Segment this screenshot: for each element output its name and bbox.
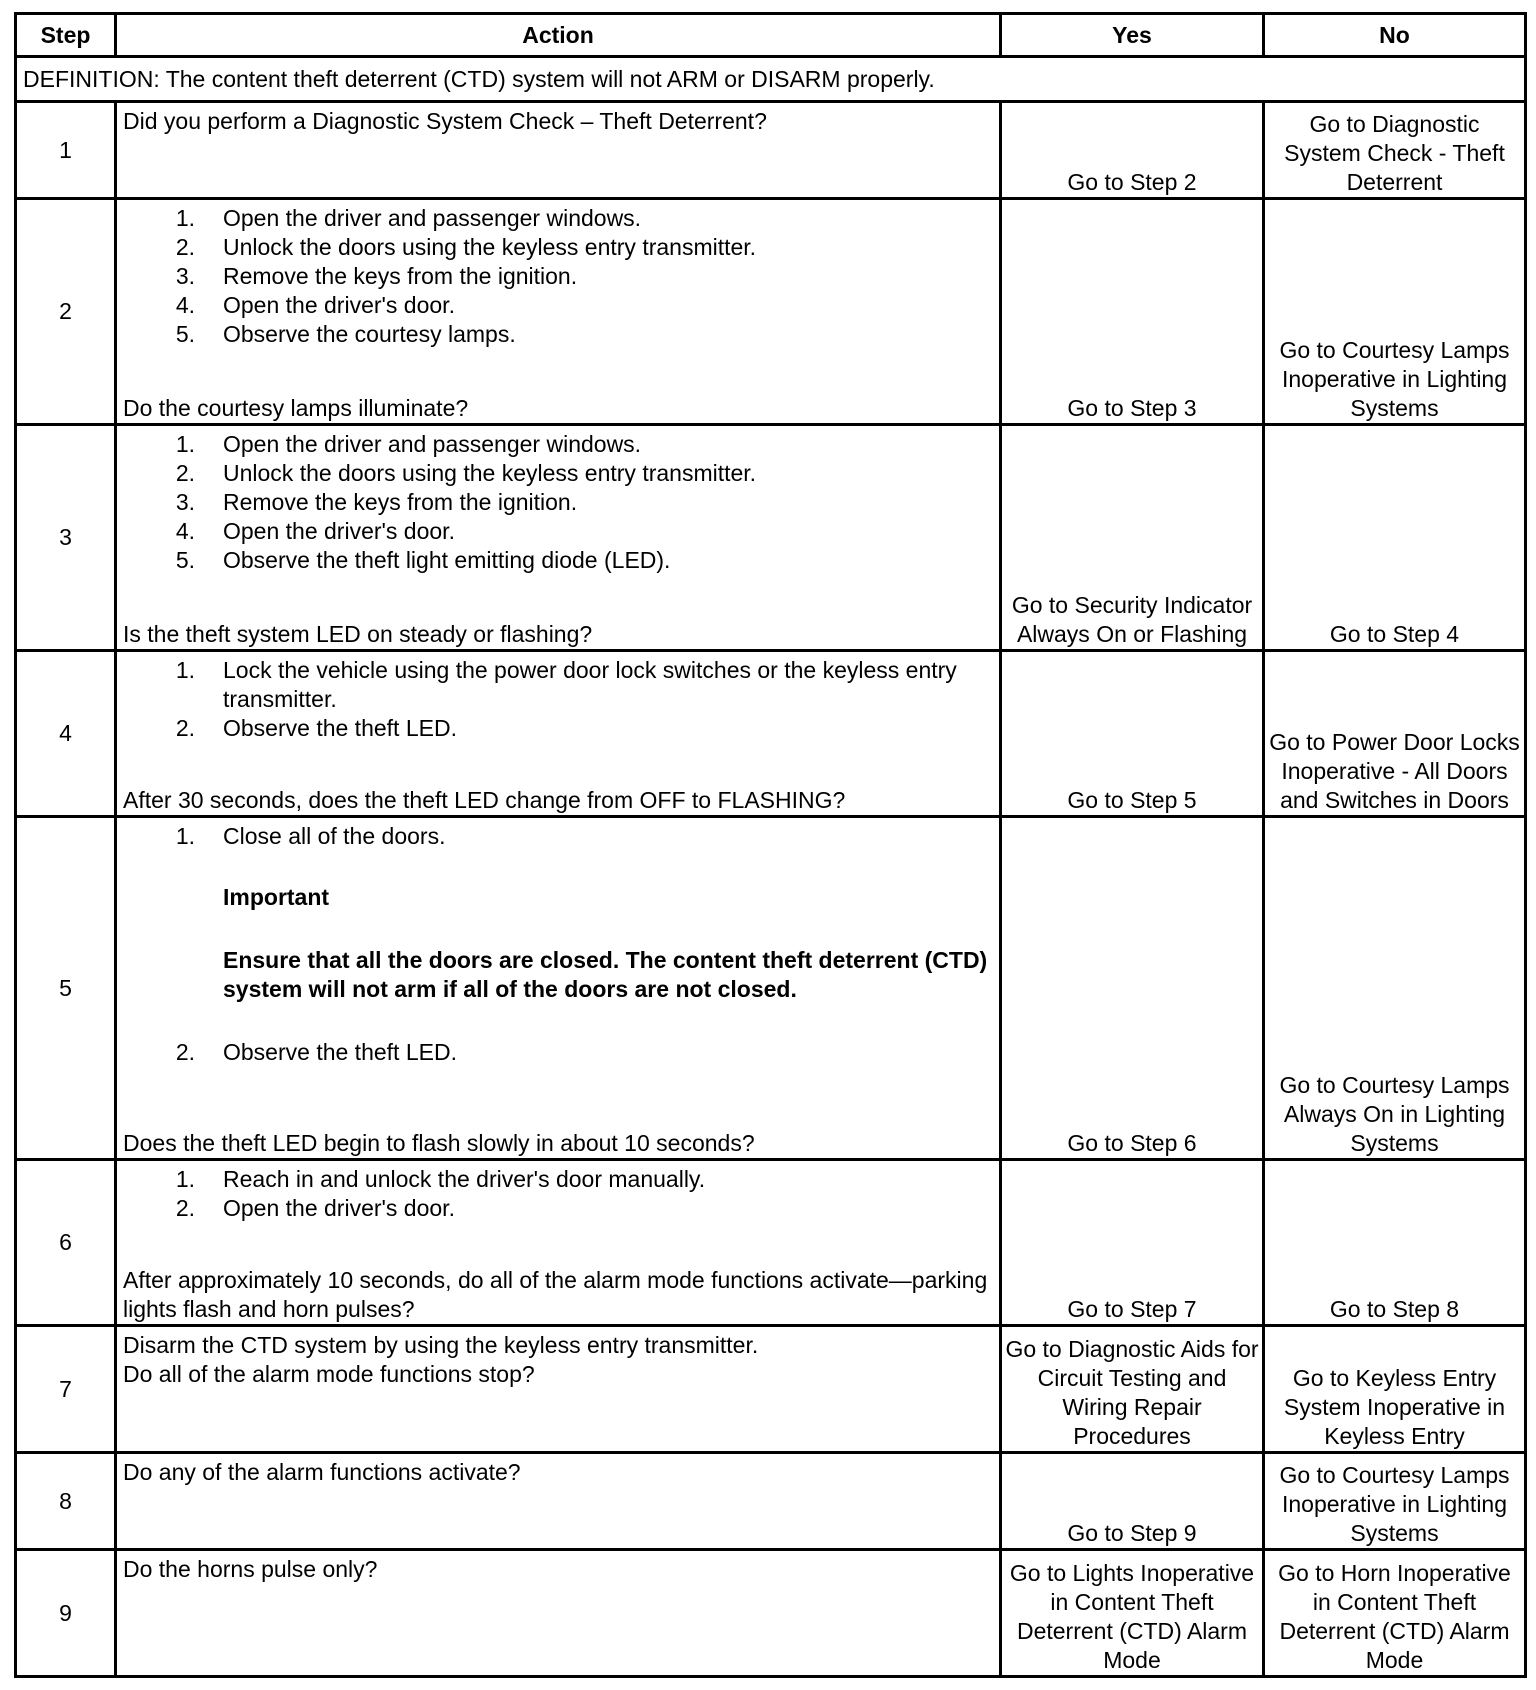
diagnostic-table-container <box>14 12 1527 1678</box>
action-question: After approximately 10 seconds, do all of the alarm mode functions activate—parking lights flash and horn pulses? <box>123 1267 988 1322</box>
yes-result: Go to Step 5 <box>1001 651 1264 817</box>
step-number: 4 <box>16 651 116 817</box>
header-no: No <box>1264 14 1526 57</box>
table-row <box>16 102 1526 199</box>
step-number: 7 <box>16 1326 116 1453</box>
yes-result: Go to Step 9 <box>1001 1453 1264 1550</box>
action-cell <box>116 651 1001 817</box>
important-note: Ensure that all the doors are closed. The content theft deterrent (CTD) system will not arm if all of the doors are not closed. <box>223 947 988 1002</box>
list-item: 3. Remove the keys from the ignition. <box>175 489 578 515</box>
step-number: 8 <box>16 1453 116 1550</box>
action-cell <box>116 425 1001 651</box>
step-number: 3 <box>16 425 116 651</box>
no-result: Go to Diagnostic System Check - Theft Deterrent <box>1264 102 1526 199</box>
action-question: Did you perform a Diagnostic System Check – Theft Deterrent? <box>116 102 1001 199</box>
action-question: Do the courtesy lamps illuminate? <box>123 395 469 421</box>
procedure-list <box>123 656 993 743</box>
list-item: 1. Reach in and unlock the driver's door manually. <box>175 1166 706 1192</box>
yes-result: Go to Diagnostic Aids for Circuit Testing and Wiring Repair Procedures <box>1001 1326 1264 1453</box>
no-result: Go to Courtesy Lamps Always On in Lighting Systems <box>1264 817 1526 1160</box>
header-step: Step <box>16 14 116 57</box>
no-result: Go to Step 8 <box>1264 1160 1526 1326</box>
table-row <box>16 817 1526 1160</box>
no-result: Go to Courtesy Lamps Inoperative in Lighting Systems <box>1264 1453 1526 1550</box>
list-item: 2. Open the driver's door. <box>175 1195 455 1221</box>
procedure-list <box>123 204 993 349</box>
table-row <box>16 651 1526 817</box>
step-number: 1 <box>16 102 116 199</box>
procedure-list <box>123 430 993 575</box>
yes-result: Go to Step 6 <box>1001 817 1264 1160</box>
list-item: 2. Unlock the doors using the keyless entry transmitter. <box>175 460 757 486</box>
header-row <box>16 14 1526 57</box>
yes-result: Go to Step 3 <box>1001 199 1264 425</box>
list-item: 5. Observe the theft light emitting diode (LED). <box>175 547 671 573</box>
action-question: Do all of the alarm mode functions stop? <box>123 1361 535 1387</box>
step-number: 6 <box>16 1160 116 1326</box>
list-item: 2. Observe the theft LED. <box>175 715 457 741</box>
no-result: Go to Power Door Locks Inoperative - All Doors and Switches in Doors <box>1264 651 1526 817</box>
action-cell <box>116 199 1001 425</box>
list-item: 1. Open the driver and passenger windows. <box>175 205 642 231</box>
action-instruction: Disarm the CTD system by using the keyless entry transmitter. <box>123 1332 759 1358</box>
no-result: Go to Step 4 <box>1264 425 1526 651</box>
list-item: 1. Open the driver and passenger windows. <box>175 431 642 457</box>
yes-result: Go to Security Indicator Always On or Flashing <box>1001 425 1264 651</box>
step-number: 9 <box>16 1550 116 1677</box>
no-result: Go to Horn Inoperative in Content Theft Deterrent (CTD) Alarm Mode <box>1264 1550 1526 1677</box>
table-row <box>16 1453 1526 1550</box>
table-row <box>16 1160 1526 1326</box>
list-item: 4. Open the driver's door. <box>175 518 455 544</box>
definition-row <box>16 57 1526 102</box>
action-question: Do any of the alarm functions activate? <box>116 1453 1001 1550</box>
important-heading: Important <box>223 884 330 910</box>
definition-text: DEFINITION: The content theft deterrent (CTD) system will not ARM or DISARM properly. <box>16 57 1526 102</box>
list-item: 1. Lock the vehicle using the power door lock switches or the keyless entry transmitter. <box>175 657 957 712</box>
no-result: Go to Courtesy Lamps Inoperative in Lighting Systems <box>1264 199 1526 425</box>
table-row <box>16 1326 1526 1453</box>
yes-result: Go to Lights Inoperative in Content Theft Deterrent (CTD) Alarm Mode <box>1001 1550 1264 1677</box>
yes-result: Go to Step 7 <box>1001 1160 1264 1326</box>
no-result: Go to Keyless Entry System Inoperative in Keyless Entry <box>1264 1326 1526 1453</box>
procedure-list <box>123 1165 993 1223</box>
action-cell <box>116 1326 1001 1453</box>
step-number: 2 <box>16 199 116 425</box>
action-question: Is the theft system LED on steady or flashing? <box>123 621 593 647</box>
diagnostic-table <box>14 12 1527 1678</box>
list-item: 5. Observe the courtesy lamps. <box>175 321 516 347</box>
list-item: 1. Close all of the doors. <box>175 823 446 849</box>
table-row <box>16 425 1526 651</box>
procedure-list <box>123 822 993 851</box>
step-number: 5 <box>16 817 116 1160</box>
list-item: 3. Remove the keys from the ignition. <box>175 263 578 289</box>
header-action: Action <box>116 14 1001 57</box>
action-question: Do the horns pulse only? <box>116 1550 1001 1677</box>
yes-result: Go to Step 2 <box>1001 102 1264 199</box>
action-question: Does the theft LED begin to flash slowly in about 10 seconds? <box>123 1130 755 1156</box>
list-item: 2. Observe the theft LED. <box>175 1039 457 1065</box>
action-cell <box>116 1160 1001 1326</box>
header-yes: Yes <box>1001 14 1264 57</box>
procedure-list <box>123 1038 993 1067</box>
action-cell <box>116 817 1001 1160</box>
table-row <box>16 199 1526 425</box>
action-question: After 30 seconds, does the theft LED change from OFF to FLASHING? <box>123 787 846 813</box>
table-row <box>16 1550 1526 1677</box>
list-item: 4. Open the driver's door. <box>175 292 455 318</box>
list-item: 2. Unlock the doors using the keyless entry transmitter. <box>175 234 757 260</box>
